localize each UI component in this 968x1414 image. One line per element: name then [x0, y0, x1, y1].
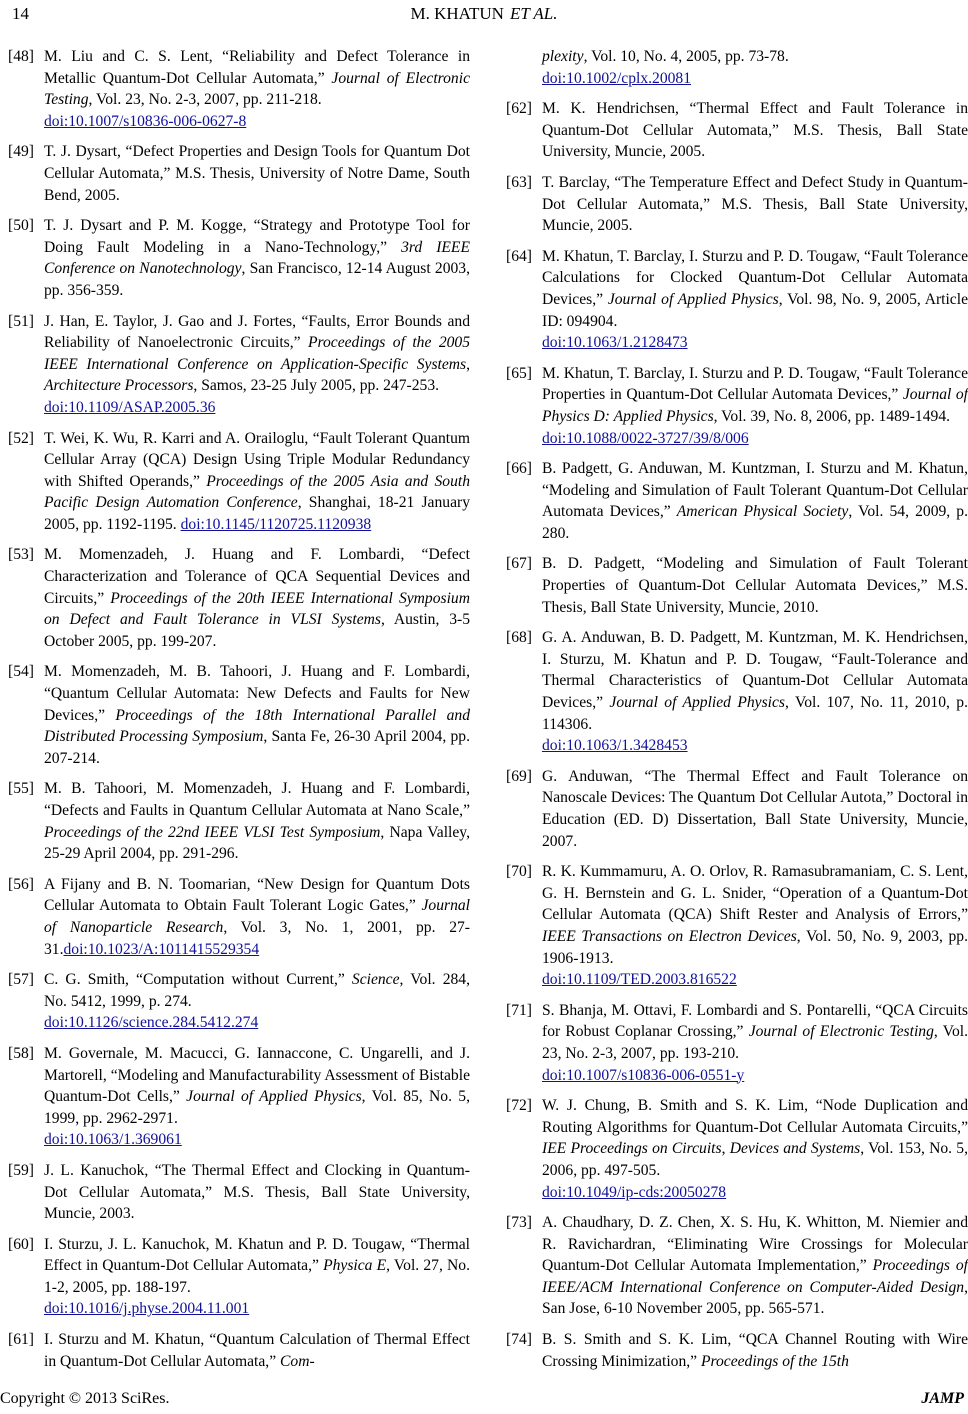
- reference-number: [48]: [8, 48, 34, 65]
- reference-number: [66]: [506, 460, 532, 478]
- reference-source: Proceedings of the 18th International Parallel and Distributed Processing Symposium: [44, 706, 470, 746]
- reference-item: [506, 98, 968, 163]
- reference-text: ,: [721, 1140, 730, 1158]
- doi-link[interactable]: doi:10.1063/1.369061: [44, 1131, 182, 1149]
- reference-item: [8, 1043, 470, 1151]
- doi-link[interactable]: doi:10.1126/science.284.5412.274: [44, 1014, 259, 1032]
- reference-text: , Vol. 54, 2009, p. 280.: [542, 503, 968, 542]
- reference-text: M. Liu and C. S. Lent, “Reliability and Defect Tolerance in Metallic Quantum-Dot Cellular Automata,”: [44, 48, 470, 87]
- reference-item: [8, 141, 470, 206]
- reference-text: M. B. Tahoori, M. Momenzadeh, J. Huang and F. Lombardi, “Defects and Faults in Quantum Cellular Automata at Nano Scale,”: [44, 780, 470, 819]
- reference-item: [506, 1329, 968, 1372]
- reference-source: American Physical Society: [676, 503, 849, 521]
- doi-link[interactable]: doi:10.1145/1120725.1120938: [180, 515, 372, 533]
- reference-text: , Vol. 39, No. 8, 2006, pp. 1489-1494.: [713, 407, 951, 425]
- reference-text: , Samos, 23-25 July 2005, pp. 247-253.: [193, 377, 440, 395]
- reference-number: [73]: [506, 1214, 532, 1232]
- reference-source: Journal of Nanoparticle Research: [44, 897, 470, 936]
- reference-text: M. Khatun, T. Barclay, I. Sturzu and P. D. Tougaw, “Fault Tolerance Properties in Quantum-Dot Cellular Automata Devices,”: [542, 364, 968, 404]
- reference-text: G. Anduwan, “The Thermal Effect and Fault Tolerance on Nanoscale Devices: The Quantum Dot Cellular Autota,” Doctoral in Education (ED. D) Dissertation, Ball State University, Muncie, 2007.: [542, 767, 968, 850]
- reference-number: [65]: [506, 364, 532, 382]
- reference-text: , Vol. 50, No. 9, 2003, pp. 1906-1913.: [542, 927, 968, 967]
- reference-text: , Vol. 3, No. 1, 2001, pp. 27-31.: [44, 918, 470, 958]
- doi-link[interactable]: doi:10.1063/1.2128473: [542, 334, 688, 352]
- reference-source: Journal of Electronic Testing: [748, 1023, 934, 1041]
- reference-number: [55]: [8, 780, 34, 798]
- reference-text: , Vol. 23, No. 2-3, 2007, pp. 193-210.: [542, 1023, 968, 1062]
- reference-number: [49]: [8, 143, 34, 161]
- reference-item: [506, 861, 968, 991]
- reference-source: Journal of Physics D: Applied Physics: [542, 386, 968, 425]
- reference-number: [59]: [8, 1161, 34, 1179]
- reference-text: T. J. Dysart and P. M. Kogge, “Strategy and Prototype Tool for Doing Fault Modeling in a Nano-Technology,”: [44, 217, 470, 256]
- reference-text: G. A. Anduwan, B. D. Padgett, M. Kuntzman, M. K. Hendrichsen, I. Sturzu, M. Khatun and P. D. Tougaw, “Fault-Tolerance and Thermal Characteristics of Quantum-Dot Cellular Automata Devices,”: [542, 629, 968, 712]
- reference-item: [8, 46, 470, 132]
- reference-item: [8, 661, 470, 769]
- reference-text: A. Chaudhary, D. Z. Chen, X. S. Hu, K. Whitton, M. Niemier and R. Ravichardran, “Eliminating Wire Crossings for Molecular Quantum-Dot Cellular Automata Implementation,”: [542, 1214, 968, 1275]
- reference-number: [61]: [8, 1331, 34, 1349]
- reference-number: [50]: [8, 217, 34, 235]
- reference-text: , Vol. 27, No. 1-2, 2005, pp. 188-197.: [44, 1257, 470, 1296]
- doi-link[interactable]: doi:10.1007/s10836-006-0551-y: [542, 1066, 745, 1084]
- reference-number: [68]: [506, 629, 532, 647]
- reference-text: W. J. Chung, B. Smith and S. K. Lim, “Node Duplication and Routing Algorithms for Quantum-Dot Cellular Automata Circuits,”: [542, 1097, 968, 1136]
- reference-text: , Austin, 3-5 October 2005, pp. 199-207.: [44, 611, 471, 650]
- reference-text: B. S. Smith and S. K. Lim, “QCA Channel Routing with Wire Crossing Minimization,”: [542, 1331, 968, 1370]
- reference-item: [506, 766, 968, 852]
- reference-item: [8, 778, 470, 864]
- reference-item: [506, 458, 968, 544]
- reference-item: [506, 553, 968, 618]
- page-number: 14: [12, 4, 29, 23]
- reference-number: [69]: [506, 767, 532, 785]
- reference-text: , Santa Fe, 26-30 April 2004, pp. 207-214.: [44, 728, 470, 767]
- reference-number: [70]: [506, 863, 532, 881]
- reference-text: T. Barclay, “The Temperature Effect and Defect Study in Quantum-Dot Cellular Automata,” M.S. Thesis, Ball State University, Muncie, 2005.: [542, 173, 968, 235]
- reference-source: Science: [351, 971, 400, 989]
- reference-text: B. Padgett, G. Anduwan, M. Kuntzman, I. Sturzu and M. Khatun, “Modeling and Simulation of Fault Tolerant Quantum-Dot Cellular Automata Devices,”: [542, 460, 968, 521]
- reference-source: Proceedings of IEEE/ACM International Conference on Computer-Aided Design: [542, 1257, 968, 1296]
- reference-item: [8, 544, 471, 652]
- references-section: [0, 46, 968, 1381]
- page-footer: [0, 1389, 968, 1411]
- reference-source: Proceedings of the 15th: [700, 1352, 849, 1370]
- running-header: [0, 4, 968, 24]
- reference-item: [506, 363, 968, 449]
- reference-source: Proceedings of the 2005 IEEE International Conference on Application-Specific Systems: [44, 334, 471, 373]
- reference-text: B. D. Padgett, “Modeling and Simulation of Fault Tolerant Properties of Quantum-Dot Cellular Automata Devices,” M.S. Thesis, Ball State University, Muncie, 2010.: [542, 555, 968, 616]
- reference-number: [58]: [8, 1044, 34, 1062]
- reference-text: , Vol. 85, No. 5, 1999, pp. 2962-2971.: [44, 1088, 470, 1127]
- reference-text: M. Momenzadeh, M. B. Tahoori, J. Huang and F. Lombardi, “Quantum Cellular Automata: New Defects and Faults for New Devices,”: [44, 663, 470, 724]
- reference-source: Devices and Systems: [729, 1140, 861, 1158]
- reference-number: [64]: [506, 247, 532, 265]
- reference-number: [52]: [8, 429, 34, 447]
- header-author: M. KHATUN: [410, 4, 504, 23]
- reference-item: [506, 172, 968, 237]
- reference-number: [62]: [506, 100, 532, 118]
- doi-link[interactable]: doi:10.1023/A:1011415529354: [63, 940, 260, 958]
- reference-number: [53]: [8, 546, 34, 564]
- reference-item: [8, 969, 470, 1034]
- reference-text: M. Momenzadeh, J. Huang and F. Lombardi, “Defect Characterization and Tolerance of QCA Sequential Devices and Circuits,”: [44, 546, 470, 607]
- reference-number: [63]: [506, 173, 532, 191]
- reference-text: J. L. Kanuchok, “The Thermal Effect and Clocking in Quantum-Dot Cellular Automata,” M.S. Thesis, Ball State University, Muncie, 2003.: [44, 1161, 470, 1223]
- reference-source: Physica E: [323, 1257, 387, 1275]
- reference-text: M. Khatun, T. Barclay, I. Sturzu and P. D. Tougaw, “Fault Tolerance Calculations for Clocked Quantum-Dot Cellular Automata Devices,”: [542, 247, 968, 308]
- reference-item: [506, 246, 968, 354]
- reference-text: , Napa Valley, 25-29 April 2004, pp. 291-296.: [44, 823, 470, 863]
- references-right-column: [506, 46, 968, 1381]
- reference-number: [72]: [506, 1097, 532, 1115]
- reference-number: [57]: [8, 971, 34, 989]
- reference-text: I. Sturzu, J. L. Kanuchok, M. Khatun and P. D. Tougaw, “Thermal Effect in Quantum-Dot Cellular Automata,”: [44, 1235, 470, 1275]
- reference-source: Proceedings of the 22nd IEEE VLSI Test Symposium: [44, 823, 381, 841]
- reference-text: , Vol. 153, No. 5, 2006, pp. 497-505.: [542, 1140, 968, 1179]
- references-left-column: [8, 46, 471, 1381]
- doi-link[interactable]: doi:10.1063/1.3428453: [542, 737, 688, 755]
- reference-text: S. Bhanja, M. Ottavi, F. Lombardi and S. Pontarelli, “QCA Circuits for Robust Coplanar Crossing,”: [542, 1001, 968, 1041]
- reference-text: , San Jose, 6-10 November 2005, pp. 565-571.: [542, 1278, 968, 1318]
- reference-number: [56]: [8, 875, 34, 893]
- reference-number: [60]: [8, 1235, 34, 1253]
- reference-text: T. Wei, K. Wu, R. Karri and A. Orailoglu, “Fault Tolerant Quantum Cellular Array (QCA) Design Using Triple Modular Redundancy with Shifted Operands,”: [44, 429, 470, 490]
- reference-text: M. Governale, M. Macucci, G. Iannaccone, C. Ungarelli, and J. Martorell, “Modeling and Manufacturability Assessment of Bistable Quantum-Dot Cells,”: [44, 1044, 470, 1106]
- reference-text: A Fijany and B. N. Toomarian, “New Design for Quantum Dots Cellular Automata to Obtain Fault Tolerant Logic Gates,”: [44, 875, 470, 915]
- doi-link[interactable]: doi:10.1049/ip-cds:20050278: [542, 1183, 727, 1201]
- reference-source: Journal of Applied Physics: [609, 694, 785, 712]
- reference-text: R. K. Kummamuru, A. O. Orlov, R. Ramasubramaniam, C. S. Lent, G. H. Bernstein and G. L. Snider, “Operation of a Quantum-Dot Cellular Automata (QCA) Shift Rester and Analysis of Errors,”: [542, 863, 968, 924]
- reference-source: Journal of Electronic Testing: [44, 69, 470, 109]
- reference-source: Com-: [280, 1352, 315, 1370]
- doi-link[interactable]: doi:10.1007/s10836-006-0627-8: [44, 112, 247, 130]
- reference-text: M. K. Hendrichsen, “Thermal Effect and Fault Tolerance in Quantum-Dot Cellular Automata,” M.S. Thesis, Ball State University, Muncie, 2005.: [542, 100, 968, 161]
- reference-source: Proceedings of the 20th IEEE International Symposium on Defect and Fault Tolerance in VLSI Systems: [44, 589, 470, 629]
- reference-text: J. Han, E. Taylor, J. Gao and J. Fortes, “Faults, Error Bounds and Reliability of Nanoelectronic Circuits,”: [44, 312, 470, 352]
- reference-item: [8, 1329, 470, 1372]
- reference-text: T. J. Dysart, “Defect Properties and Design Tools for Quantum Dot Cellular Automata,” M.S. Thesis, University of Notre Dame, South Bend, 2005.: [44, 143, 470, 204]
- reference-text: , Vol. 98, No. 9, 2005, Article ID: 094904.: [542, 290, 968, 330]
- reference-source: plexity: [542, 48, 584, 65]
- reference-item: [8, 311, 471, 419]
- doi-link[interactable]: doi:10.1109/ASAP.2005.36: [44, 398, 216, 416]
- reference-text: , Vol. 23, No. 2-3, 2007, pp. 211-218.: [88, 91, 322, 109]
- reference-source: IEEE Transactions on Electron Devices: [542, 927, 797, 945]
- reference-item: [506, 627, 968, 757]
- reference-source: 3rd IEEE Conference on Nanotechnology: [44, 238, 470, 278]
- reference-item: [8, 1234, 470, 1320]
- reference-number: [51]: [8, 312, 34, 330]
- reference-number: [74]: [506, 1331, 532, 1349]
- reference-item: [8, 215, 470, 301]
- reference-source: IEE Proceedings on Circuits: [542, 1140, 722, 1158]
- reference-source: Architecture Processors: [44, 377, 194, 395]
- footer-journal: JAMP: [921, 1390, 964, 1408]
- footer-copyright: Copyright © 2013 SciRes.: [0, 1390, 170, 1408]
- doi-link[interactable]: doi:10.1016/j.physe.2004.11.001: [44, 1300, 250, 1318]
- doi-link[interactable]: doi:10.1109/TED.2003.816522: [542, 971, 737, 989]
- reference-text: C. G. Smith, “Computation without Current,”: [44, 971, 352, 989]
- reference-number: [71]: [506, 1001, 532, 1019]
- reference-text: I. Sturzu and M. Khatun, “Quantum Calculation of Thermal Effect in Quantum-Dot Cellular Automata,”: [44, 1331, 470, 1370]
- reference-text: ,: [466, 355, 470, 373]
- reference-item: [8, 1160, 470, 1225]
- reference-number: [54]: [8, 663, 34, 681]
- reference-text: , San Francisco, 12-14 August 2003, pp. 356-359.: [44, 260, 470, 299]
- reference-source: Proceedings of the 2005 Asia and South Pacific Design Automation Conference: [44, 472, 470, 512]
- reference-source: Journal of Applied Physics: [607, 290, 779, 308]
- reference-text: , Shanghai, 18-21 January 2005, pp. 1192-1195.: [44, 494, 470, 533]
- reference-text: , Vol. 10, No. 4, 2005, pp. 73-78.: [583, 48, 789, 65]
- reference-item: [8, 874, 470, 960]
- reference-text: , Vol. 284, No. 5412, 1999, p. 274.: [44, 971, 470, 1010]
- page-header: [0, 0, 968, 46]
- reference-text: , Vol. 107, No. 11, 2010, p. 114306.: [542, 694, 968, 733]
- header-et-al: ET AL.: [509, 4, 558, 23]
- doi-link[interactable]: doi:10.1088/0022-3727/39/8/006: [542, 429, 749, 447]
- doi-link[interactable]: doi:10.1002/cplx.20081: [542, 69, 692, 87]
- reference-item: [542, 46, 968, 89]
- reference-item: [506, 1095, 968, 1203]
- reference-item: [506, 1212, 968, 1320]
- reference-number: [67]: [506, 555, 532, 573]
- reference-item: [506, 1000, 968, 1086]
- reference-item: [8, 428, 470, 536]
- reference-source: Journal of Applied Physics: [186, 1088, 362, 1106]
